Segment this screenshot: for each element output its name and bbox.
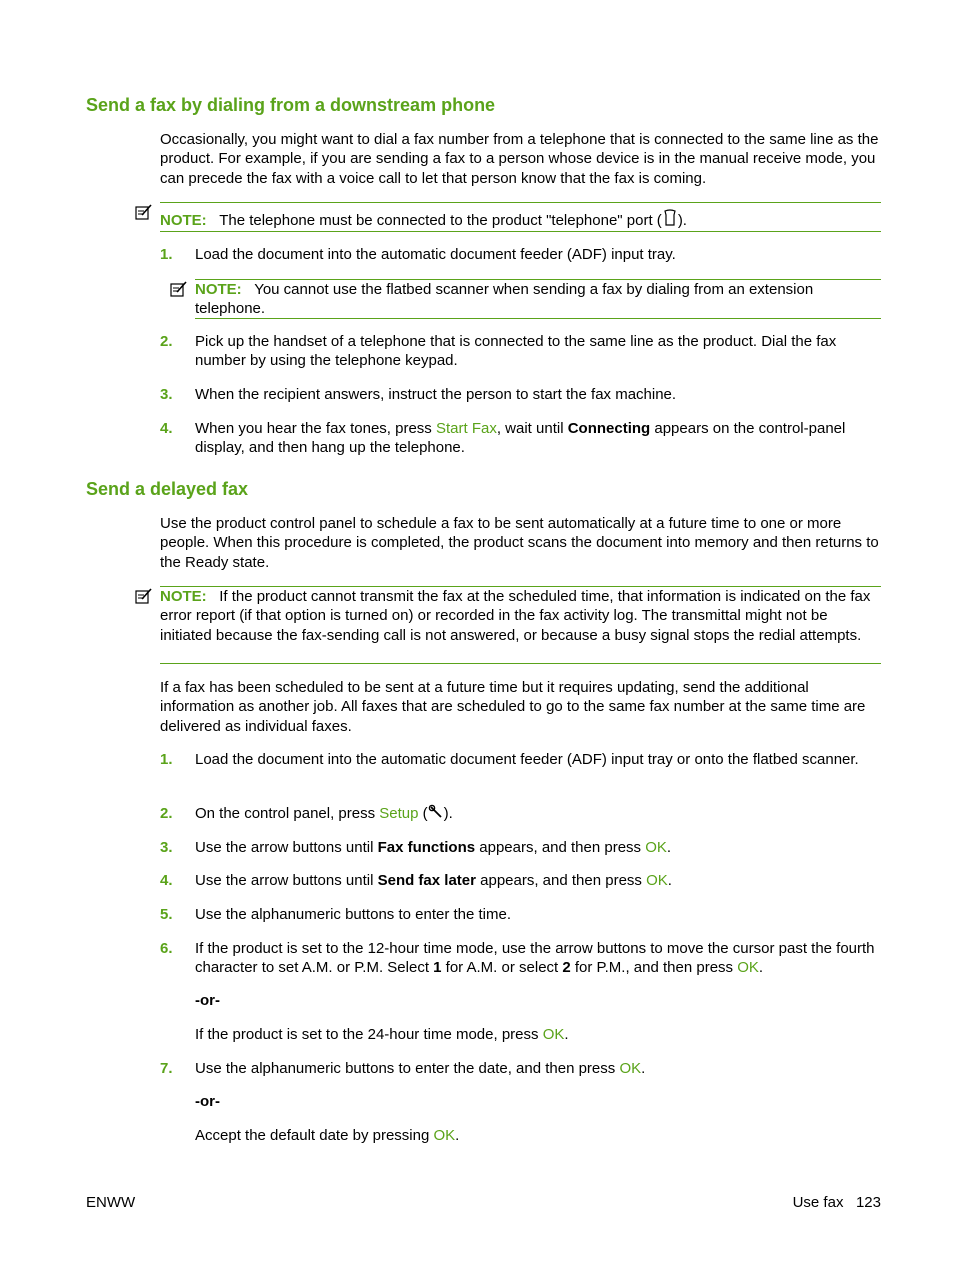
ok-button-label: OK (619, 1060, 642, 1077)
step-text: Use the arrow buttons until Send fax later appears, and then press OK. (195, 872, 672, 889)
note-box (160, 202, 881, 232)
ok-button-label: OK (645, 839, 667, 856)
note-label: NOTE: (160, 212, 207, 229)
note-icon (135, 204, 153, 224)
step-number: 5. (160, 906, 173, 923)
step-text: On the control panel, press Setup ( ). (195, 804, 885, 825)
start-fax-button-label: Start Fax (435, 420, 497, 437)
note-text-end: ). (677, 212, 687, 229)
note-label: NOTE: (195, 281, 242, 298)
note-icon (135, 588, 153, 608)
step-text: Load the document into the automatic document feeder (ADF) input tray. (195, 246, 676, 263)
telephone-port-icon (662, 205, 678, 241)
page-number: 123 (855, 1194, 881, 1211)
footer-section: Use fax (792, 1194, 844, 1211)
note-label: NOTE: (160, 588, 207, 605)
setup-button-label: Setup (379, 805, 419, 822)
step-number: 4. (160, 872, 173, 889)
step-text: Use the alphanumeric buttons to enter the time. (195, 906, 512, 923)
section-heading-downstream: Send a fax by dialing from a downstream phone (86, 95, 496, 115)
step-text: Use the arrow buttons until Fax functions appears, and then press OK. (195, 839, 672, 856)
step-alt-text: If the product is set to the 24-hour time mode, press OK. (195, 1026, 569, 1043)
step-number: 3. (160, 386, 173, 403)
ok-button-label: OK (646, 872, 668, 889)
step-number: 6. (160, 940, 173, 957)
intro-paragraph: Use the product control panel to schedule a fax to be sent automatically at a future time to one or more people. When this procedure is completed, the product scans the document into memory and then returns to the Ready state. (160, 515, 879, 571)
step-text: When you hear the fax tones, press Start Fax, wait until Connecting appears on the control-panel display, and then hang up the telephone. (195, 420, 846, 457)
ok-button-label: OK (737, 959, 759, 977)
section-heading-delayed: Send a delayed fax (86, 479, 249, 499)
note-box (160, 586, 881, 664)
step-alt-text: Accept the default date by pressing OK. (195, 1127, 460, 1144)
note-text: If the product cannot transmit the fax at the scheduled time, that information is indicated on the fax error report (if that option is turned on) or recorded in the fax activity log. The transmittal might not be initiated because the fax-sending call is not answered, or because a busy signal stops the redial attempts. (160, 588, 871, 644)
note-text: You cannot use the flatbed scanner when sending a fax by dialing from an extension telephone. (195, 281, 814, 318)
note-icon (170, 281, 188, 301)
or-separator: -or- (195, 1093, 220, 1110)
step-text: If the product is set to the 12-hour time mode, use the arrow buttons to move the cursor past the fourth character to set A.M. or P.M. Select 1 for A.M. or select 2 for P.M., and then press OK. (195, 940, 875, 977)
ok-button-label: OK (433, 1127, 456, 1144)
intro-paragraph: Occasionally, you might want to dial a fax number from a telephone that is connected to the same line as the product. For example, if you are sending a fax to a person whose device is in the manual receive mode, you can precede the fax with a voice call to let that person know that the fax is coming. (160, 131, 879, 187)
connecting-status: Connecting (567, 420, 651, 437)
step-number: 2. (160, 805, 173, 822)
note-text: The telephone must be connected to the product "telephone" port ( (219, 212, 662, 229)
step-text: When the recipient answers, instruct the person to start the fax machine. (195, 386, 677, 403)
or-separator: -or- (195, 992, 220, 1009)
step-number: 4. (160, 420, 173, 437)
step-number: 7. (160, 1060, 173, 1077)
step-text: Load the document into the automatic document feeder (ADF) input tray or onto the flatbed scanner. (195, 751, 859, 768)
ok-button-label: OK (542, 1026, 565, 1043)
step-text: Use the alphanumeric buttons to enter the date, and then press OK. (195, 1060, 646, 1077)
footer-left: ENWW (86, 1194, 136, 1211)
step-text: Pick up the handset of a telephone that is connected to the same line as the product. Dial the fax number by using the telephone keypad. (195, 333, 837, 370)
step-number: 1. (160, 751, 173, 768)
step-number: 3. (160, 839, 173, 856)
footer-right (793, 1194, 881, 1212)
step-number: 2. (160, 333, 173, 350)
paragraph: If a fax has been scheduled to be sent at a future time but it requires updating, send the additional information as another job. All faxes that are scheduled to go to the same fax number at the same time are delivered as individual faxes. (160, 679, 866, 735)
note-box (195, 279, 881, 319)
wrench-icon (428, 804, 444, 825)
step-number: 1. (160, 246, 173, 263)
